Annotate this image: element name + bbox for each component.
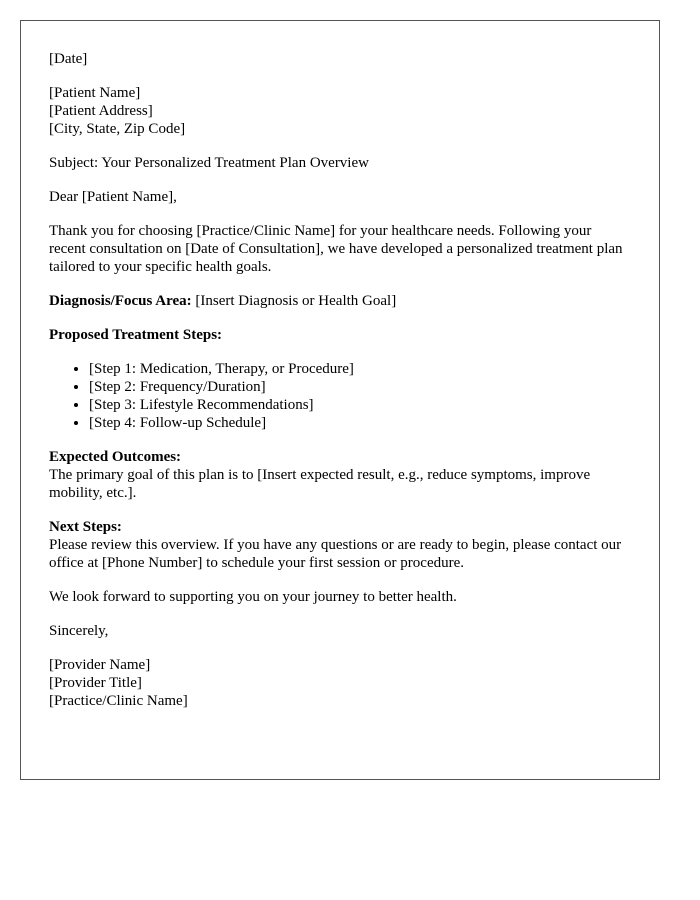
diagnosis-label: Diagnosis/Focus Area:	[49, 293, 192, 309]
recipient-name: [Patient Name]	[49, 85, 141, 101]
outcomes-text: The primary goal of this plan is to [Insert expected result, e.g., reduce symptoms, improve mobility, etc.].	[49, 467, 591, 501]
provider-title: [Provider Title]	[49, 675, 142, 691]
recipient-city-state-zip: [City, State, Zip Code]	[49, 121, 186, 137]
list-item: • [Step 2: Frequency/Duration]	[89, 378, 631, 396]
closing-paragraph: We look forward to supporting you on your journey to better health.	[49, 589, 457, 605]
next-steps-heading: Next Steps:	[49, 519, 122, 535]
next-steps-section	[49, 518, 631, 572]
diagnosis-value: [Insert Diagnosis or Health Goal]	[191, 293, 397, 309]
next-steps-text: Please review this overview. If you have any questions or are ready to begin, please contact our office at [Phone Number] to schedule your first session or procedure.	[49, 537, 622, 571]
letter-date	[49, 50, 631, 68]
list-item: • [Step 4: Follow-up Schedule]	[89, 414, 631, 432]
practice-name: [Practice/Clinic Name]	[49, 693, 188, 709]
date-text: [Date]	[49, 51, 88, 67]
letter-page	[20, 20, 660, 780]
list-item: • [Step 1: Medication, Therapy, or Procedure]	[89, 360, 631, 378]
signature-block	[49, 656, 631, 710]
outcomes-section	[49, 448, 631, 502]
recipient-address-block	[49, 84, 631, 138]
salutation: Dear [Patient Name],	[49, 189, 177, 205]
treatment-heading	[49, 326, 631, 344]
outcomes-heading: Expected Outcomes:	[49, 449, 182, 465]
treatment-steps-list	[49, 360, 631, 432]
sign-off: Sincerely,	[49, 623, 109, 639]
provider-name: [Provider Name]	[49, 657, 151, 673]
intro-paragraph: Thank you for choosing [Practice/Clinic Name] for your healthcare needs. Following your recent consultation on [Date of Consultation], we have developed a personalized treatment plan tailored to your specific health goals.	[49, 223, 623, 275]
subject-line: Subject: Your Personalized Treatment Plan Overview	[49, 155, 369, 171]
recipient-address: [Patient Address]	[49, 103, 153, 119]
diagnosis-section	[49, 292, 631, 310]
treatment-heading-text: Proposed Treatment Steps:	[49, 327, 223, 343]
list-item: • [Step 3: Lifestyle Recommendations]	[89, 396, 631, 414]
